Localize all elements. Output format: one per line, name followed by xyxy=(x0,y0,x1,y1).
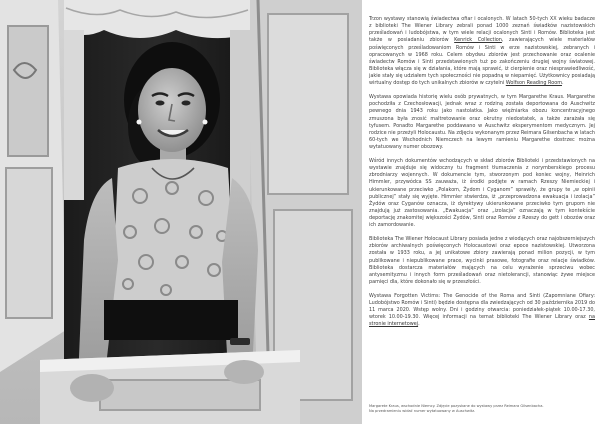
p1-text-b: , zawierających wiele materiałów poświęconych prześladowaniom Romów i Sinti w erze nazistowskiej, zebranych i opracowanych w 1968 roku. Celem obydwu zbiorów jest przechowanie oraz ocalenie świadectw Romów i Sinti przedstawionych tuż po zakończeniu drugiej wojny światowej. Biblioteka włącza się w działania, które mają sprawić, iż cierpienie oraz niesprawiedliwość, jakie stały się udziałem tych społeczności nie popadną w niepamięć. Użytkownicy posiadają wirtualny dostęp do tych unikalnych zbiorów w czytelni xyxy=(369,37,595,87)
paragraph-testimonies xyxy=(369,16,595,88)
paragraph-margarethe-kraus: Wystawa opowiada historię wielu osób prywatnych, w tym Margarethe Kraus. Margarethe pochodziła z Czechosłowacji, jednak wraz z rodziną została deportowana do Auschwitz pewnego dnia 1943 roku jako nastolatka. Jako więźniarka obozu koncentracyjnego zmuszona była znosić maltretowanie oraz okrutny niedostatek, a także zarażała się tyfusem. Ponadto Margarethe poddawano w Auschwitz eksperymentom medycznym. Jej rodzice nie przeżyli Holocaustu. Na zdjęciu wykonanym przez Reimara Gilsenbacha w latach 60-tych we Wschodnich Niemczech na lewym ramieniu Margarethe dostrzec można wytatuowany numer obozowy. xyxy=(369,94,595,151)
p5-text-b: . xyxy=(418,321,420,328)
caption-line-1: Margarete Kraus, wschodnie Niemcy. Zdjęcie pozyskane do wystawy przez Reimara Gilsenbacha. xyxy=(369,404,544,408)
paragraph-exhibition-info xyxy=(369,293,595,329)
p5-text-a: Wystawa Forgotten Victims: The Genocide of the Roma and Sinti (Zapomniane Ofiary: Ludobójstwo Romów i Sinti) będzie dostępna dla zwiedzających od 30 października 2019 do 11 marca 2020. Wstęp wolny. Dni i godziny otwarcia: poniedziałek-piątek 10.00-17.30, wtorek 10.00-19.30. Więcej informacji na temat biblioteki The Wiener Library oraz xyxy=(369,292,595,321)
paragraph-himmler-document: Wśród innych dokumentów wchodzących w skład zbiorów Biblioteki i przedstawionych na wystawie znajduje się widoczny tu fragment tłumaczenia z norymberskiego procesu zbrodniarzy wojennych. W dokumencie tym, stworzonym pod koniec wojny, Heinrich Himmler, przywódca SS zauważa, iż środki podjęte w ramach Rzeszy Niemieckiej i ukierunkowane przeciwko „Polakom, Żydom i Cyganom” sprawiły, że grupy te „w opinii publicznej” stały się wyjęte. Himmler stwierdza, iż „przeprowadzona ewakuacja i izolacja” Żydów oraz Cyganów oznacza, iż dyrektywy ukierunkowane przeciwko tym grupom nie znajdują już zastosowania. „Ewakuacja” oraz „izolacja” oznaczają w tym kontekście deportację znakomitej większości Żydów, Sinti oraz Romów z Rzeszy do gett i obozów oraz ich zamordowanie. xyxy=(369,158,595,229)
p1-text-c: . xyxy=(561,80,564,87)
link-kenrick-collection[interactable]: Kenrick Collection xyxy=(454,37,502,44)
caption-line-2: Na przedramieniu widać numer wytatuowany w Auschwitz. xyxy=(369,409,476,413)
article-text xyxy=(369,16,595,335)
p1-text-a: Trzon wystawy stanowią świadectwa ofiar i ocalonych. W latach 50-tych XX wieku badacze z biblioteki The Wiener Library zebrali ponad 1000 zeznań świadków nazistowskich prześladowań i ludobójstwa, w tym wiele relacji ocalonych Sinti i Romów. Biblioteka jest także w posiadaniu zbiorów xyxy=(369,16,595,44)
link-wolfson-reading-room[interactable]: Wolfson Reading Room xyxy=(505,80,562,87)
photo-caption xyxy=(369,404,595,414)
paragraph-wiener-library: Biblioteka The Wiener Holocaust Library posiada jedne z wiodących oraz najobszerniejszych zbiorów archiwalnych poświęconych Holocaustowi oraz epoce nazistowskiej. Utworzona została w 1933 roku, a jej unikatowe zbiory zawierają ponad milion pozycji, w tym publikowane i niepublikowane prace, wycinki prasowe, fotografie oraz relacje świadków. Biblioteka dostarcza materiałów mających na celu wyrażenie sprzeciwu wobec antysemityzmu i innych form prześladowań oraz nietolerancji, stanowiąc żywe miejsce pamięci dla, które dokonało się w przeszłości. xyxy=(369,236,595,286)
link-website[interactable]: na stronie internetowej xyxy=(369,314,596,328)
